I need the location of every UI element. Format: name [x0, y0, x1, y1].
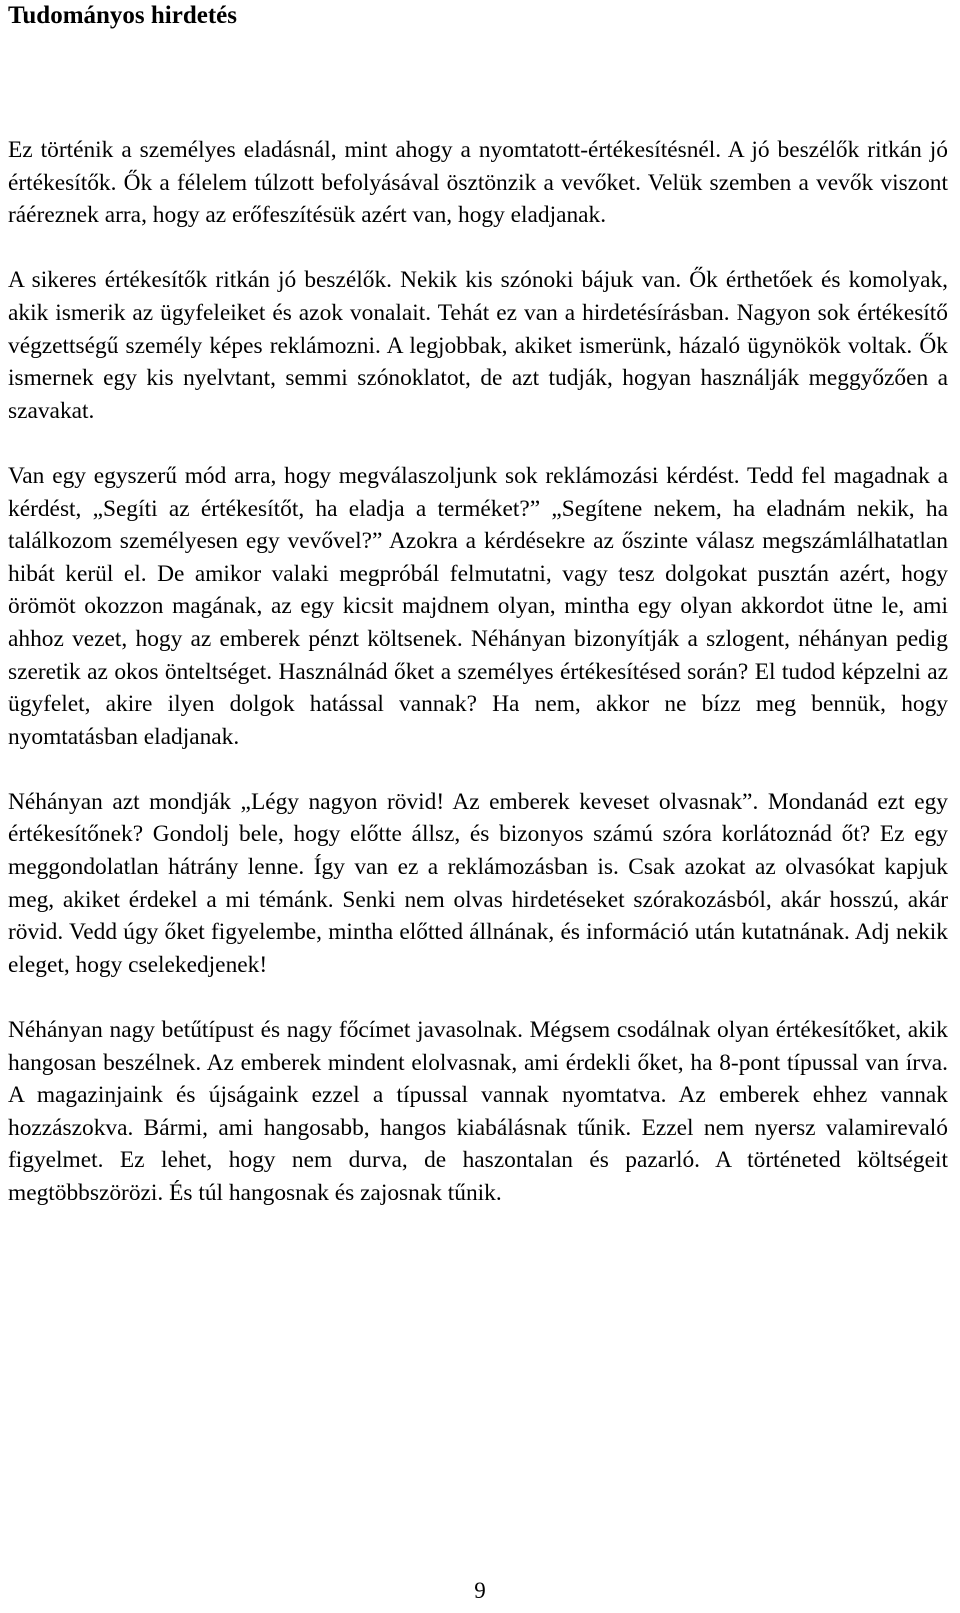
- page-title: Tudományos hirdetés: [8, 2, 237, 29]
- paragraph-1: Ez történik a személyes eladásnál, mint ahogy a nyomtatott-értékesítésnél. A jó beszélők ritkán jó értékesítők. Ők a félelem túlzott befolyásával ösztönzik a vevőket. Velük szemben a vevők viszont ráéreznek arra, hogy az erőfeszítésük azért van, hogy eladjanak.: [8, 137, 948, 229]
- paragraph-5: Néhányan nagy betűtípust és nagy főcímet javasolnak. Mégsem csodálnak olyan értékesítőket, akik hangosan beszélnek. Az emberek mindent elolvasnak, ami érdekli őket, ha 8-pont típussal van írva. A magazinjaink és újságaink ezzel a típussal vannak nyomtatva. Az emberek ehhez vannak hozzászokva. Bármi, ami hangosabb, hangos kiabálásnak tűnik. Ezzel nem nyersz valamirevaló figyelmet. Ez lehet, hogy nem durva, de haszontalan és pazarló. A történeted költségeit megtöbbszörözi. És túl hangosnak és zajosnak tűnik.: [8, 1017, 948, 1206]
- paragraph-3: Van egy egyszerű mód arra, hogy megválaszoljunk sok reklámozási kérdést. Tedd fel magadnak a kérdést, „Segíti az értékesítőt, ha eladja a terméket?” „Segítene nekem, ha eladnám nekik, ha találkozom személyesen egy vevővel?” Azokra a kérdésekre az őszinte válasz megszámlálhatatlan hibát kerül el. De amikor valaki megpróbál felmutatni, vagy tesz dolgokat pusztán azért, hogy örömöt okozzon magának, az egy kicsit majdnem olyan, mintha egy olyan akkordot ütne le, ami ahhoz vezet, hogy az emberek pénzt költsenek. Néhányan bizonyítják a szlogent, néhányan pedig szeretik az okos önteltséget. Használnád őket a személyes értékesítésed során? El tudod képzelni az ügyfelet, akire ilyen dolgok hatással vannak? Ha nem, akkor ne bízz meg bennük, hogy nyomtatásban eladjanak.: [8, 462, 948, 750]
- paragraph-2: A sikeres értékesítők ritkán jó beszélők. Nekik kis szónoki bájuk van. Ők érthetőek és komolyak, akik ismerik az ügyfeleiket és azok vonalait. Tehát ez van a hirdetésírásban. Nagyon sok értékesítő végzettségű személy képes reklámozni. A legjobbak, akiket ismerünk, házaló ügynökök voltak. Ők ismernek egy kis nyelvtant, semmi szónoklatot, de azt tudják, hogyan használják meggyőzően a szavakat.: [8, 267, 948, 424]
- paragraph-4: Néhányan azt mondják „Légy nagyon rövid! Az emberek keveset olvasnak”. Mondanád ezt egy értékesítőnek? Gondolj bele, hogy előtte állsz, és bizonyos számú szóra korlátoznád őt? Ez egy meggondolatlan hátrány lenne. Így van ez a reklámozásban is. Csak azokat az olvasókat kapjuk meg, akiket érdekel a mi témánk. Senki nem olvas hirdetéseket szórakozásból, akár hosszú, akár rövid. Vedd úgy őket figyelembe, mintha előtted állnának, és információ után kutatnának. Adj nekik eleget, hogy cselekedjenek!: [8, 788, 948, 978]
- page-number: 9: [474, 1578, 486, 1603]
- document-body: [8, 134, 948, 1242]
